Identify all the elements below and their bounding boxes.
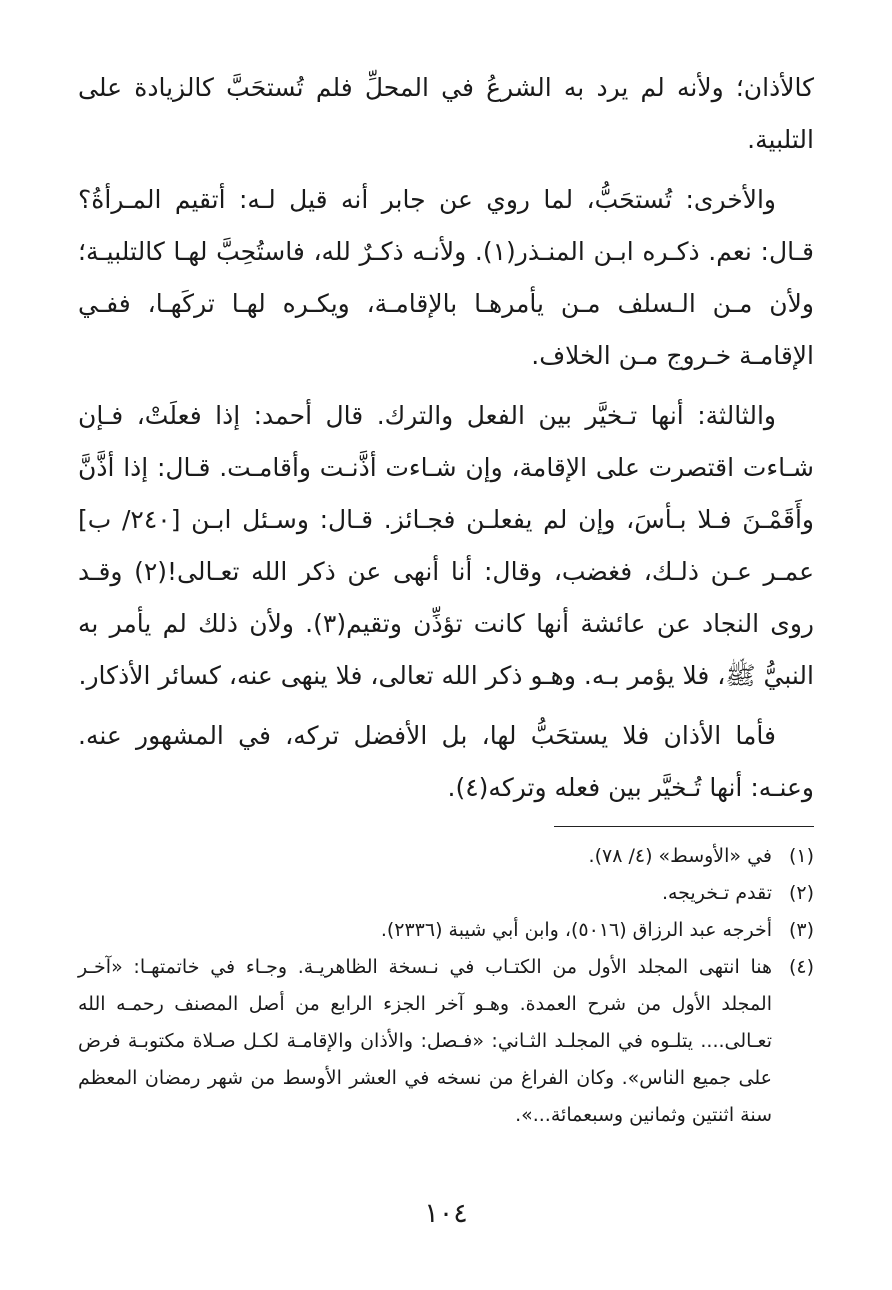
footnote-number: (٣)	[788, 919, 814, 941]
footnote-item	[78, 838, 814, 875]
footnote-number: (٤)	[788, 956, 814, 978]
footnotes-section	[78, 838, 814, 1134]
footnote-text: أخرجه عبد الرزاق (٥٠١٦)، وابن أبي شيبة (٢٣٣٦).	[380, 919, 772, 941]
footnote-item	[78, 875, 814, 912]
footnote-number: (٢)	[788, 882, 814, 904]
paragraph: كالأذان؛ ولأنه لم يرد به الشرعُ في المحلِّ فلم تُستحَبَّ كالزيادة على التلبية.	[78, 73, 814, 154]
footnote-item	[78, 949, 814, 1134]
footnote-separator	[554, 826, 814, 827]
paragraph: فأما الأذان فلا يستحَبُّ لها، بل الأفضل تركه، في المشهور عنه. وعنـه: أنها تُـخيَّر بين فعله وتركه(٤).	[78, 721, 814, 802]
page-number: ١٠٤	[424, 1198, 468, 1229]
main-text-body	[78, 62, 814, 822]
paragraph: والأخرى: تُستحَبُّ، لما روي عن جابر أنه قيل لـه: أتقيم المـرأةُ؟ قـال: نعم. ذكـره ابـن المنـذر(١). ولأنـه ذكـرٌ لله، فاستُحِبَّ لهـا كالتلبيـة؛ ولأن مـن الـسلف مـن يأمرهـا بالإقامـة، ويكـره لهـا تركَهـا، ففـي الإقامـة خـروج مـن الخلاف.	[78, 185, 814, 370]
footnote-text: في «الأوسط» (٤/ ٧٨).	[588, 845, 772, 867]
footnote-text: تقدم تـخريجه.	[661, 882, 772, 904]
footnote-item	[78, 912, 814, 949]
footnote-number: (١)	[788, 845, 814, 867]
paragraph: والثالثة: أنها تـخيَّر بين الفعل والترك. قال أحمد: إذا فعلَتْ، فـإن شـاءت اقتصرت على الإقامة، وإن شـاءت أذَّنـت وأقامـت. قـال: إذا أذَّنَّ وأَقَمْـنَ فـلا بـأسَ، وإن لم يفعلـن فجـائز. قـال: وسـئل ابـن [٢٤٠/ ب] عمـر عـن ذلـك، فغضب، وقال: أنا أنهى عن ذكر الله تعـالى!(٢) وقـد روى النجاد عن عائشة أنها كانت تؤذِّن وتقيم(٣). ولأن ذلك لم يأمر به النبيُّ ﷺ، فلا يؤمر بـه. وهـو ذكر الله تعالى، فلا ينهى عنه، كسائر الأذكار.	[78, 401, 815, 690]
footnote-text: هنا انتهى المجلد الأول من الكتـاب في نـسخة الظاهريـة. وجـاء في خاتمتهـا: «آخـر المجلد الأول من شرح العمدة. وهـو آخر الجزء الرابع من أصل المصنف رحمـه الله تعـالى.... يتلـوه في المجلـد الثـاني: «فـصل: والأذان والإقامـة لكـل صـلاة مكتوبـة فرض على جميع الناس». وكان الفراغ من نسخه في العشر الأوسط من شهر رمضان المعظم سنة اثنتين وثمانين وسبعمائة...».	[78, 956, 772, 1126]
